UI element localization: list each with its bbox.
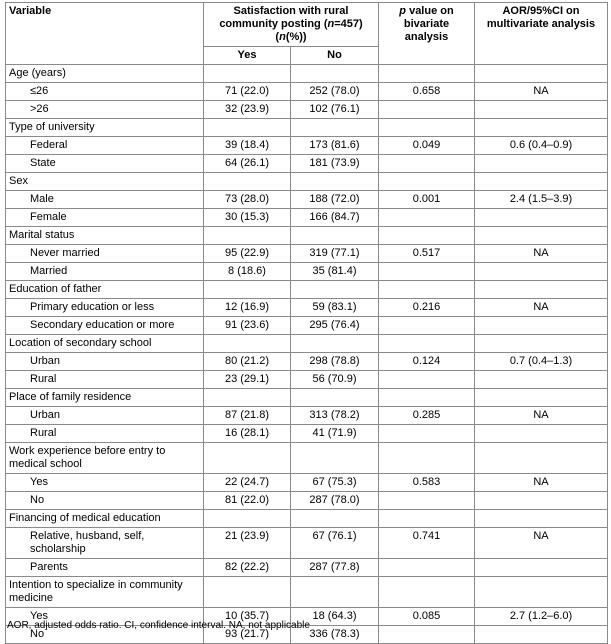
table-row [6,245,608,263]
empty-cell [291,65,379,83]
row-label: Urban [6,407,204,425]
no-value: 59 (83.1) [291,299,379,317]
aor-value [475,425,608,443]
aor-value [475,155,608,173]
empty-cell [475,119,608,137]
group-row [6,119,608,137]
group-label: Financing of medical education [6,510,204,528]
table-row [6,371,608,389]
aor-value [475,371,608,389]
row-label: Urban [6,353,204,371]
group-row [6,173,608,191]
empty-cell [379,577,475,608]
empty-cell [379,335,475,353]
yes-value: 32 (23.9) [204,101,291,119]
empty-cell [291,443,379,474]
row-label: >26 [6,101,204,119]
group-label: Location of secondary school [6,335,204,353]
group-label: Type of university [6,119,204,137]
group-row [6,389,608,407]
no-value: 298 (78.8) [291,353,379,371]
group-row [6,577,608,608]
table-row [6,353,608,371]
no-value: 287 (77.8) [291,559,379,577]
no-value: 319 (77.1) [291,245,379,263]
aor-value [475,209,608,227]
table-row [6,209,608,227]
yes-value: 81 (22.0) [204,492,291,510]
results-table [5,2,608,644]
header-row [6,3,608,47]
group-label: Place of family residence [6,389,204,407]
no-value: 56 (70.9) [291,371,379,389]
group-row [6,335,608,353]
table-row [6,263,608,281]
empty-cell [204,119,291,137]
aor-value [475,626,608,644]
aor-value: NA [475,407,608,425]
p-value: 0.001 [379,191,475,209]
empty-cell [291,227,379,245]
group-label: Work experience before entry to medical school [6,443,204,474]
aor-value [475,317,608,335]
yes-value: 93 (21.7) [204,626,291,644]
empty-cell [475,65,608,83]
aor-value: NA [475,245,608,263]
aor-value: 2.4 (1.5–3.9) [475,191,608,209]
p-value [379,559,475,577]
p-value: 0.049 [379,137,475,155]
empty-cell [291,119,379,137]
aor-value [475,263,608,281]
table-row [6,559,608,577]
empty-cell [291,173,379,191]
empty-cell [204,389,291,407]
p-value: 0.741 [379,528,475,559]
yes-value: 30 (15.3) [204,209,291,227]
row-label: State [6,155,204,173]
yes-value: 64 (26.1) [204,155,291,173]
no-value: 295 (76.4) [291,317,379,335]
row-label: No [6,626,204,644]
group-row [6,65,608,83]
empty-cell [204,65,291,83]
p-value [379,492,475,510]
p-value: 0.085 [379,608,475,626]
empty-cell [475,510,608,528]
empty-cell [379,443,475,474]
row-label: Never married [6,245,204,263]
p-value: 0.285 [379,407,475,425]
yes-header: Yes [204,47,291,65]
table-row [6,83,608,101]
p-value: 0.124 [379,353,475,371]
p-value [379,317,475,335]
no-value: 35 (81.4) [291,263,379,281]
table-row [6,155,608,173]
aor-value: NA [475,474,608,492]
p-value [379,263,475,281]
table-row [6,317,608,335]
empty-cell [204,335,291,353]
group-label: Intention to specialize in community medicine [6,577,204,608]
empty-cell [204,281,291,299]
aor-value: NA [475,528,608,559]
yes-value: 22 (24.7) [204,474,291,492]
no-header: No [291,47,379,65]
no-value: 252 (78.0) [291,83,379,101]
empty-cell [291,335,379,353]
group-label: Age (years) [6,65,204,83]
aor-value [475,101,608,119]
yes-value: 87 (21.8) [204,407,291,425]
empty-cell [475,173,608,191]
empty-cell [379,281,475,299]
p-value: 0.216 [379,299,475,317]
empty-cell [291,389,379,407]
group-label: Education of father [6,281,204,299]
aor-header: AOR/95%CI on multivariate analysis [475,3,608,65]
empty-cell [379,119,475,137]
no-value: 67 (76.1) [291,528,379,559]
empty-cell [379,65,475,83]
yes-value: 39 (18.4) [204,137,291,155]
yes-value: 95 (22.9) [204,245,291,263]
aor-value: 2.7 (1.2–6.0) [475,608,608,626]
table-row [6,474,608,492]
p-value [379,155,475,173]
empty-cell [475,227,608,245]
no-value: 67 (75.3) [291,474,379,492]
table-row [6,299,608,317]
row-label: No [6,492,204,510]
p-value [379,371,475,389]
aor-value: NA [475,83,608,101]
yes-value: 23 (29.1) [204,371,291,389]
yes-value: 82 (22.2) [204,559,291,577]
p-value [379,626,475,644]
aor-value [475,492,608,510]
row-label: Rural [6,425,204,443]
yes-value: 91 (23.6) [204,317,291,335]
group-row [6,281,608,299]
p-value: 0.583 [379,474,475,492]
yes-value: 71 (22.0) [204,83,291,101]
aor-value: 0.7 (0.4–1.3) [475,353,608,371]
table-row [6,425,608,443]
p-value-header: p value on bivariate analysis [379,3,475,65]
yes-value: 12 (16.9) [204,299,291,317]
table-footnote: AOR, adjusted odds ratio. CI, confidence interval. NA, not applicable [7,620,310,631]
aor-value [475,559,608,577]
row-label: Parents [6,559,204,577]
yes-value: 80 (21.2) [204,353,291,371]
empty-cell [475,281,608,299]
no-value: 188 (72.0) [291,191,379,209]
no-value: 313 (78.2) [291,407,379,425]
no-value: 41 (71.9) [291,425,379,443]
p-value [379,209,475,227]
empty-cell [475,389,608,407]
group-row [6,227,608,245]
yes-value: 10 (35.7) [204,608,291,626]
empty-cell [475,443,608,474]
empty-cell [204,227,291,245]
row-label: Secondary education or more [6,317,204,335]
table-row [6,407,608,425]
empty-cell [475,577,608,608]
empty-cell [204,443,291,474]
p-value [379,101,475,119]
aor-value: 0.6 (0.4–0.9) [475,137,608,155]
no-value: 336 (78.3) [291,626,379,644]
empty-cell [475,335,608,353]
row-label: Primary education or less [6,299,204,317]
table-row [6,101,608,119]
empty-cell [291,510,379,528]
table-row [6,191,608,209]
row-label: ≤26 [6,83,204,101]
empty-cell [291,281,379,299]
aor-value: NA [475,299,608,317]
p-value: 0.517 [379,245,475,263]
group-row [6,510,608,528]
table-row [6,528,608,559]
yes-value: 8 (18.6) [204,263,291,281]
no-value: 173 (81.6) [291,137,379,155]
row-label: Yes [6,474,204,492]
empty-cell [379,389,475,407]
group-label: Sex [6,173,204,191]
no-value: 181 (73.9) [291,155,379,173]
empty-cell [379,173,475,191]
empty-cell [379,227,475,245]
no-value: 166 (84.7) [291,209,379,227]
yes-value: 16 (28.1) [204,425,291,443]
satisfaction-header: Satisfaction with rural community posting (n=457) (n(%)) [204,3,379,47]
no-value: 18 (64.3) [291,608,379,626]
group-label: Marital status [6,227,204,245]
variable-header: Variable [6,3,204,65]
empty-cell [379,510,475,528]
empty-cell [204,173,291,191]
empty-cell [291,577,379,608]
empty-cell [204,510,291,528]
row-label: Yes [6,608,204,626]
yes-value: 21 (23.9) [204,528,291,559]
empty-cell [204,577,291,608]
row-label: Female [6,209,204,227]
table-body [6,65,608,644]
no-value: 102 (76.1) [291,101,379,119]
row-label: Federal [6,137,204,155]
table-row [6,492,608,510]
row-label: Relative, husband, self, scholarship [6,528,204,559]
row-label: Male [6,191,204,209]
yes-value: 73 (28.0) [204,191,291,209]
row-label: Married [6,263,204,281]
p-value [379,425,475,443]
table-row [6,137,608,155]
no-value: 287 (78.0) [291,492,379,510]
p-value: 0.658 [379,83,475,101]
group-row [6,443,608,474]
row-label: Rural [6,371,204,389]
